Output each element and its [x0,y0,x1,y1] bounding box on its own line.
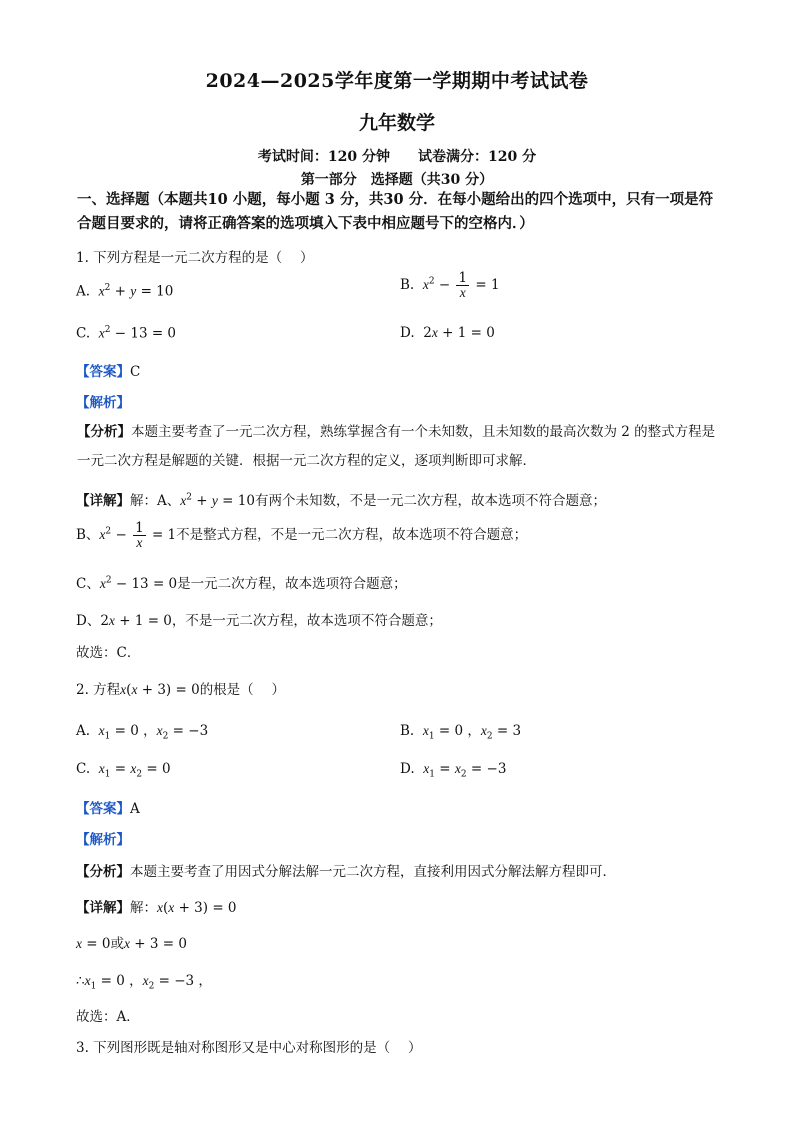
q2-option-a: A. $x_1 = 0$ ，$x_2 = -3$ [76,723,209,742]
q1-detail-a: 【详解】解：A、$x^2 + y = 10$有两个未知数，不是一元二次方程，故本选项不符合题意； [76,492,606,509]
section-instructions: 一、选择题（本题共10 小题，每小题 3 分，共30 分．在每小题给出的四个选项中，只有一项是符合题目要求的，请将正确答案的选项填入下表中相应题号下的空格内．） [77,191,714,232]
q2-option-d: D. $x_1 = x_2 = -3$ [400,761,507,780]
q1-option-a: A. $x^2 + y = 10$ [76,283,174,300]
q2-analysis-label: 【解析】 [76,832,130,848]
exam-subject: 九年数学 [358,112,435,134]
q1-stem: 1. 下列方程是一元二次方程的是（ ） [76,250,314,266]
q2-option-c: C. $x_1 = x_2 = 0$ [76,761,171,780]
q2-answer: 【答案】A [76,801,140,817]
q2-option-b: B. $x_1 = 0$ ，$x_2 = 3$ [400,723,522,742]
q2-conclusion: 故选：A． [76,1009,140,1025]
q1-conclusion: 故选：C． [76,645,141,661]
q3-stem: 3. 下列图形既是轴对称图形又是中心对称图形的是（ ） [76,1040,422,1056]
q1-option-c: C. $x^2 - 13 = 0$ [76,325,177,342]
q1-analysis-label: 【解析】 [76,395,130,411]
q2-stem: 2. 方程x(x + 3) = 0的根是（ ） [76,682,285,698]
exam-title: 2024—2025学年度第一学期期中考试试卷 [205,70,589,92]
q1-analysis: 【分析】本题主要考查了一元二次方程，熟练掌握含有一个未知数，且未知数的最高次数为 2 的整式方程是一元二次方程是解题的关键．根据一元二次方程的定义，逐项判断即可求解． [77,424,716,469]
q1-detail-b: B、$x^2$ − $\frac{1}{x}$ = 1不是整式方程，不是一元二次方程，故本选项不符合题意； [76,520,528,550]
q1-option-d: D. 2x + 1 = 0 [400,325,495,341]
q1-option-b: B. $x^2$ − $\frac{1}{x}$ = 1 [400,270,500,300]
q1-detail-d: D、2x + 1 = 0，不是一元二次方程，故本选项不符合题意； [76,613,442,629]
part-title: 第一部分 选择题（共30 分） [300,172,494,188]
full-score: 试卷满分：120 分 [418,149,537,165]
q2-detail: 【详解】解：x(x + 3) = 0 [76,900,237,916]
q2-step: x = 0或x + 3 = 0 [76,936,187,952]
exam-meta [0,146,794,166]
q2-analysis: 【分析】本题主要考查了用因式分解法解一元二次方程，直接利用因式分解法解方程即可． [76,864,616,880]
q1-detail-c: C、$x^2 - 13 = 0$是一元二次方程，故本选项符合题意； [76,575,407,592]
exam-time: 考试时间：120 分钟 [257,149,390,165]
q1-answer: 【答案】C [76,364,141,380]
q2-roots: $\therefore x_1 = 0$ ，$x_2 = -3$ ， [76,973,212,992]
